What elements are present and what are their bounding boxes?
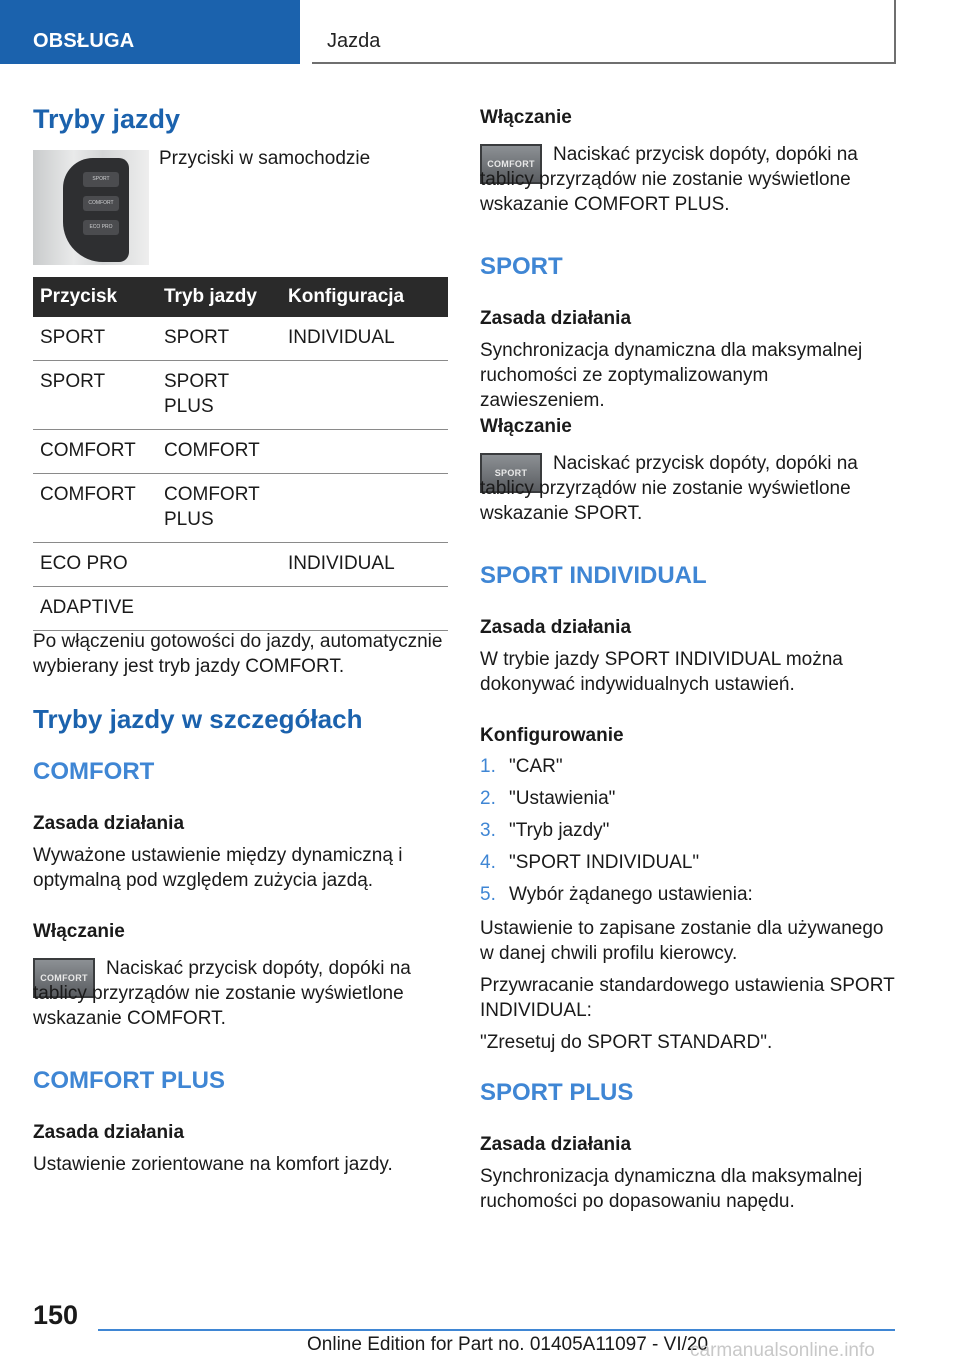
heading-sport-plus: SPORT PLUS — [480, 1079, 634, 1106]
heading-sport-individual: SPORT INDIVIDUAL — [480, 562, 707, 589]
table-row — [33, 474, 448, 543]
step-text: "Ustawienia" — [509, 788, 616, 809]
step-text: Wybór żądanego ustawienia: — [509, 884, 753, 905]
modes-table — [33, 277, 448, 631]
reset-command: "Zresetuj do SPORT STANDARD". — [480, 1032, 773, 1053]
sport-on-label: Włączanie — [480, 416, 572, 437]
header-section-label: OBSŁUGA — [33, 30, 135, 52]
table-row — [33, 361, 448, 430]
comfort-principle-label: Zasada działania — [33, 813, 185, 834]
table-cell: SPORT — [33, 317, 157, 361]
header-chapter-label: Jazda — [327, 30, 381, 52]
step-text: "SPORT INDIVIDUAL" — [509, 852, 700, 873]
table-header-button: Przycisk — [33, 277, 157, 317]
table-row — [33, 587, 448, 631]
table-cell — [281, 361, 448, 430]
comfort-on-label: Włączanie — [33, 921, 125, 942]
sport-principle-label: Zasada działania — [480, 308, 632, 329]
table-cell — [281, 474, 448, 543]
steering-buttons-photo — [33, 150, 149, 265]
sport-principle-text: Synchronizacja dynamiczna dla maksymalnej ruchomości ze zoptymalizowanym zawieszeniem. — [480, 340, 863, 411]
step-number: 1. — [480, 756, 496, 777]
table-header-mode: Tryb jazdy — [157, 277, 281, 317]
photo-caption: Przyciski w samochodzie — [159, 148, 371, 169]
sport-on-text: Naciskać przycisk dopóty, dopóki na tablicy przyrządów nie zostanie wyświetlone wskazanie SPORT. — [480, 453, 858, 524]
edition-text: Online Edition for Part no. 01405A11097 - VI/20 — [307, 1334, 709, 1355]
table-cell: ADAPTIVE — [33, 587, 157, 631]
title-driving-modes: Tryby jazdy — [33, 104, 181, 134]
sport-individual-principle-label: Zasada działania — [480, 617, 632, 638]
table-cell: SPORT — [157, 317, 281, 361]
comfort-on-text: Naciskać przycisk dopóty, dopóki na tablicy przyrządów nie zostanie wyświetlone wskazanie COMFORT. — [33, 958, 411, 1029]
table-cell — [157, 543, 281, 587]
step-text: "Tryb jazdy" — [509, 820, 610, 841]
table-cell: COMFORT PLUS — [157, 474, 281, 543]
header-chapter-tab — [312, 0, 896, 64]
comfort-plus-principle-text: Ustawienie zorientowane na komfort jazdy. — [33, 1154, 393, 1175]
table-cell — [281, 587, 448, 631]
header-section-tab — [0, 0, 300, 64]
comfort-plus-button-label: COMFORT — [487, 159, 535, 169]
table-cell: COMFORT — [33, 474, 157, 543]
table-row — [33, 430, 448, 474]
photo-button-eco-pro: ECO PRO — [83, 220, 119, 235]
step-text: "CAR" — [509, 756, 563, 777]
table-cell: SPORT — [33, 361, 157, 430]
table-cell: COMFORT — [33, 430, 157, 474]
comfort-plus-on-label: Włączanie — [480, 107, 572, 128]
step-number: 3. — [480, 820, 496, 841]
intro-paragraph: Po włączeniu gotowości do jazdy, automatycznie wybierany jest tryb jazdy COMFORT. — [33, 631, 443, 677]
table-row — [33, 317, 448, 361]
reset-note: Przywracanie standardowego ustawienia SPORT INDIVIDUAL: — [480, 975, 895, 1021]
watermark: carmanualsonline.info — [690, 1340, 875, 1361]
table-cell: SPORT PLUS — [157, 361, 281, 430]
step-number: 2. — [480, 788, 496, 809]
heading-comfort-plus: COMFORT PLUS — [33, 1067, 225, 1094]
comfort-plus-principle-label: Zasada działania — [33, 1122, 185, 1143]
sport-plus-principle-text: Synchronizacja dynamiczna dla maksymalnej ruchomości po dopasowaniu napędu. — [480, 1166, 863, 1212]
table-header-config: Konfiguracja — [281, 277, 448, 317]
comfort-plus-on-text: Naciskać przycisk dopóty, dopóki na tablicy przyrządów nie zostanie wyświetlone wskazanie COMFORT PLUS. — [480, 144, 858, 215]
step-number: 5. — [480, 884, 496, 905]
profile-note: Ustawienie to zapisane zostanie dla używanego w danej chwili profilu kierowcy. — [480, 918, 884, 964]
table-cell: COMFORT — [157, 430, 281, 474]
photo-button-comfort: COMFORT — [83, 196, 119, 211]
comfort-principle-text: Wyważone ustawienie między dynamiczną i optymalną pod względem zużycia jazdą. — [33, 845, 403, 891]
step-number: 4. — [480, 852, 496, 873]
heading-sport: SPORT — [480, 253, 563, 280]
table-row — [33, 543, 448, 587]
sport-plus-principle-label: Zasada działania — [480, 1134, 632, 1155]
table-header-row — [33, 277, 448, 317]
footer-divider — [98, 1329, 895, 1331]
sport-button-label: SPORT — [494, 468, 528, 478]
table-cell — [157, 587, 281, 631]
table-cell — [281, 430, 448, 474]
table-cell: INDIVIDUAL — [281, 317, 448, 361]
title-modes-details: Tryby jazdy w szczegółach — [33, 704, 363, 734]
photo-button-sport: SPORT — [83, 172, 119, 187]
table-cell: ECO PRO — [33, 543, 157, 587]
comfort-button-label: COMFORT — [40, 973, 88, 983]
config-label: Konfigurowanie — [480, 725, 624, 746]
sport-individual-principle-text: W trybie jazdy SPORT INDIVIDUAL można dokonywać indywidualnych ustawień. — [480, 649, 843, 695]
table-cell: INDIVIDUAL — [281, 543, 448, 587]
page-number: 150 — [33, 1300, 79, 1330]
heading-comfort: COMFORT — [33, 758, 155, 785]
